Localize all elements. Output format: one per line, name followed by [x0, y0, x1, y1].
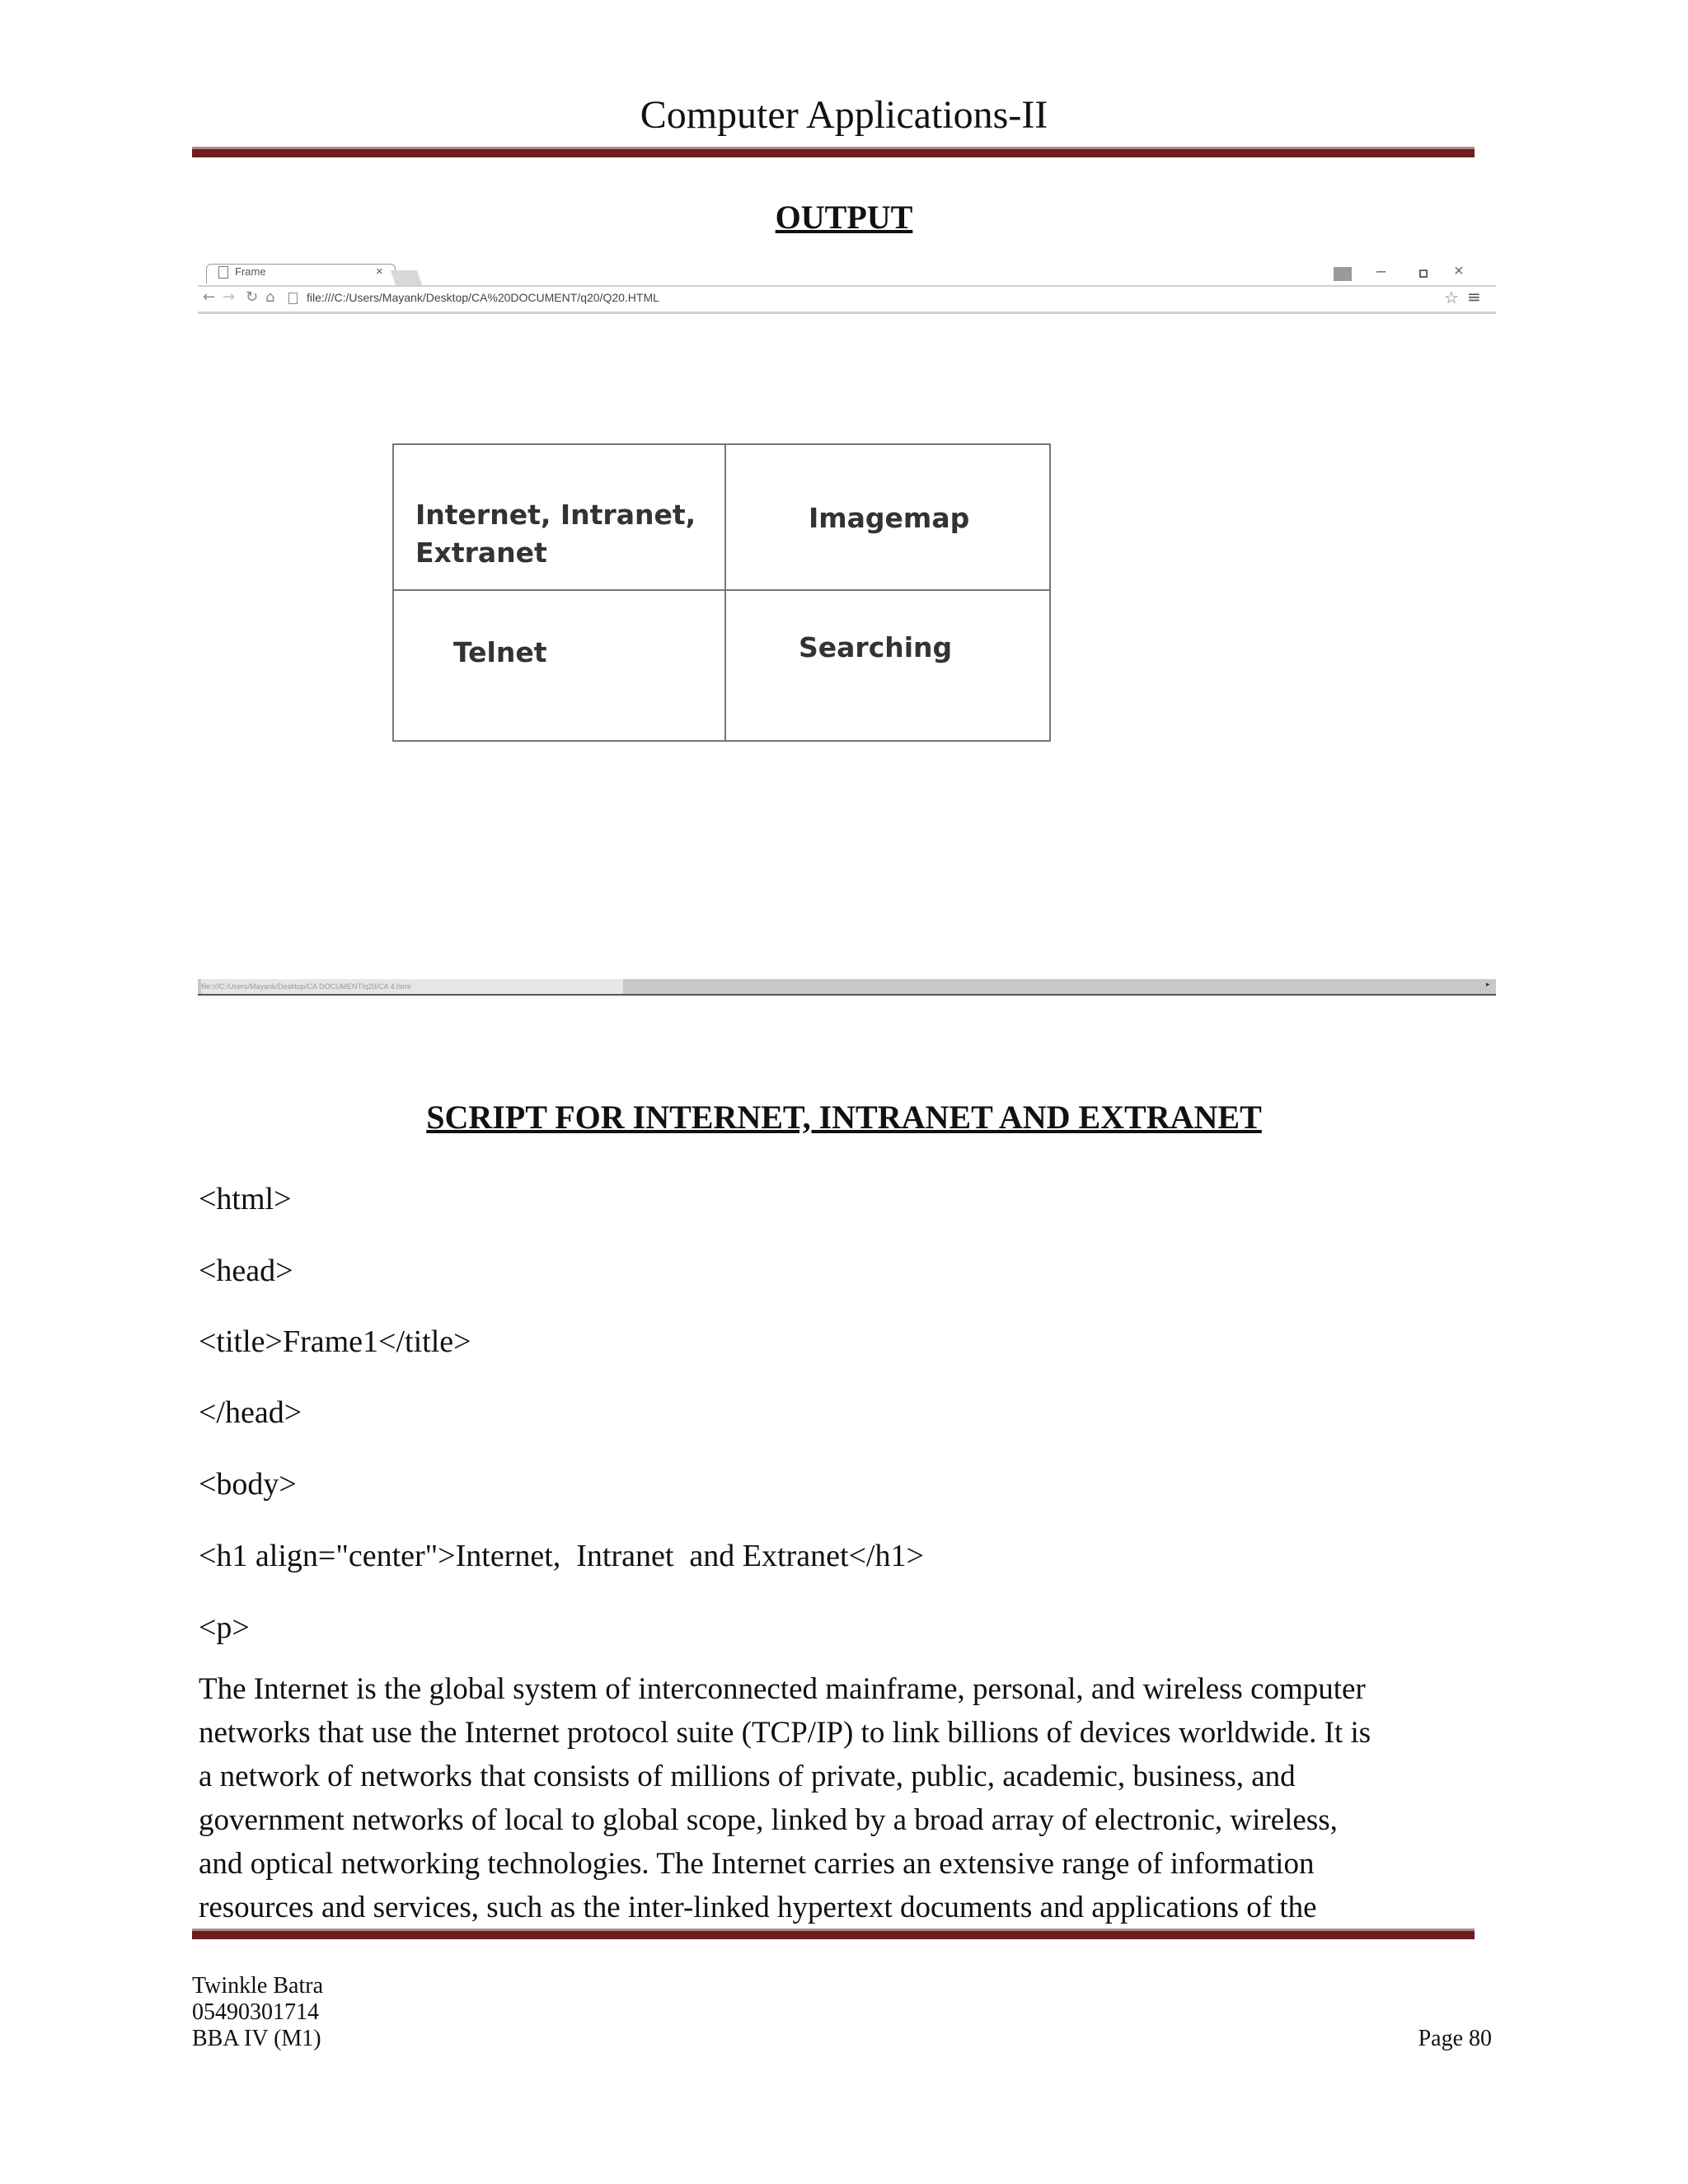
code-line: <p>: [199, 1610, 250, 1645]
close-icon[interactable]: ×: [376, 265, 383, 279]
minimize-icon[interactable]: –: [1376, 262, 1386, 280]
paragraph-line: networks that use the Internet protocol suite (TCP/IP) to link billions of devices worldwide. It is: [199, 1716, 1372, 1750]
header-divider: [192, 147, 1475, 157]
user-icon[interactable]: [1334, 267, 1352, 281]
frameset-grid: [392, 443, 1051, 742]
frame-link-imagemap: Imagemap: [809, 502, 970, 534]
frame-cell-telnet[interactable]: [394, 591, 726, 742]
frame-link-internet-line2: Extranet: [415, 537, 547, 569]
footer-divider: [192, 1929, 1475, 1939]
back-arrow-icon[interactable]: ←: [203, 288, 216, 306]
browser-tab[interactable]: [206, 264, 396, 284]
code-line: <html>: [199, 1182, 292, 1216]
address-bar[interactable]: file:///C:/Users/Mayank/Desktop/CA%20DOCUMENT/q20/Q20.HTML: [307, 291, 659, 304]
home-icon[interactable]: ⌂: [265, 288, 275, 306]
browser-tab-strip: [198, 262, 1496, 287]
document-icon: [218, 266, 228, 279]
paragraph-line: government networks of local to global scope, linked by a broad array of electronic, wireless,: [199, 1803, 1338, 1837]
footer-class: BBA IV (M1): [192, 2026, 321, 2051]
code-line: <title>Frame1</title>: [199, 1324, 471, 1359]
frame-link-internet-line1: Internet, Intranet,: [415, 499, 696, 531]
paragraph-line: The Internet is the global system of interconnected mainframe, personal, and wireless computer: [199, 1672, 1366, 1706]
browser-status-bar: [198, 979, 1496, 996]
frame-link-telnet: Telnet: [453, 636, 547, 668]
browser-nav-bar: [198, 287, 1496, 314]
maximize-icon[interactable]: [1419, 269, 1428, 278]
browser-screenshot: [198, 262, 1496, 996]
star-icon[interactable]: ☆: [1444, 288, 1459, 307]
page-icon: [288, 293, 298, 304]
status-url: file:///C:/Users/Mayank/Desktop/CA DOCUMENT/q20/CA 4.html: [201, 979, 623, 994]
paragraph-line: a network of networks that consists of millions of private, public, academic, business, and: [199, 1760, 1296, 1793]
frame-cell-searching[interactable]: [726, 591, 1049, 742]
page-number: Page 80: [1418, 2026, 1492, 2051]
output-heading: OUTPUT: [775, 199, 913, 236]
frame-cell-imagemap[interactable]: [726, 445, 1049, 591]
reload-icon[interactable]: ↻: [246, 288, 259, 306]
scroll-right-icon[interactable]: ▸: [1486, 981, 1490, 989]
code-line: </head>: [199, 1395, 302, 1430]
new-tab-button[interactable]: [391, 270, 423, 285]
code-line: <h1 align="center">Internet, Intranet and Extranet</h1>: [199, 1539, 924, 1573]
forward-arrow-icon[interactable]: →: [223, 288, 236, 306]
frame-cell-internet[interactable]: [394, 445, 726, 591]
frame-link-searching: Searching: [799, 631, 953, 663]
menu-icon[interactable]: ≡: [1467, 287, 1481, 307]
script-heading: SCRIPT FOR INTERNET, INTRANET AND EXTRANET: [426, 1099, 1262, 1136]
body-paragraph: [199, 1667, 1501, 1929]
code-line: <body>: [199, 1467, 297, 1502]
footer-author: Twinkle Batra: [192, 1973, 323, 1999]
paragraph-line: resources and services, such as the inter-linked hypertext documents and applications of the: [199, 1891, 1317, 1924]
paragraph-line: and optical networking technologies. The Internet carries an extensive range of information: [199, 1847, 1315, 1881]
code-line: <head>: [199, 1254, 293, 1288]
tab-title: Frame: [235, 265, 266, 278]
footer-id: 05490301714: [192, 1999, 319, 2025]
page-header-title: Computer Applications-II: [640, 93, 1048, 137]
window-close-icon[interactable]: ×: [1454, 262, 1464, 280]
